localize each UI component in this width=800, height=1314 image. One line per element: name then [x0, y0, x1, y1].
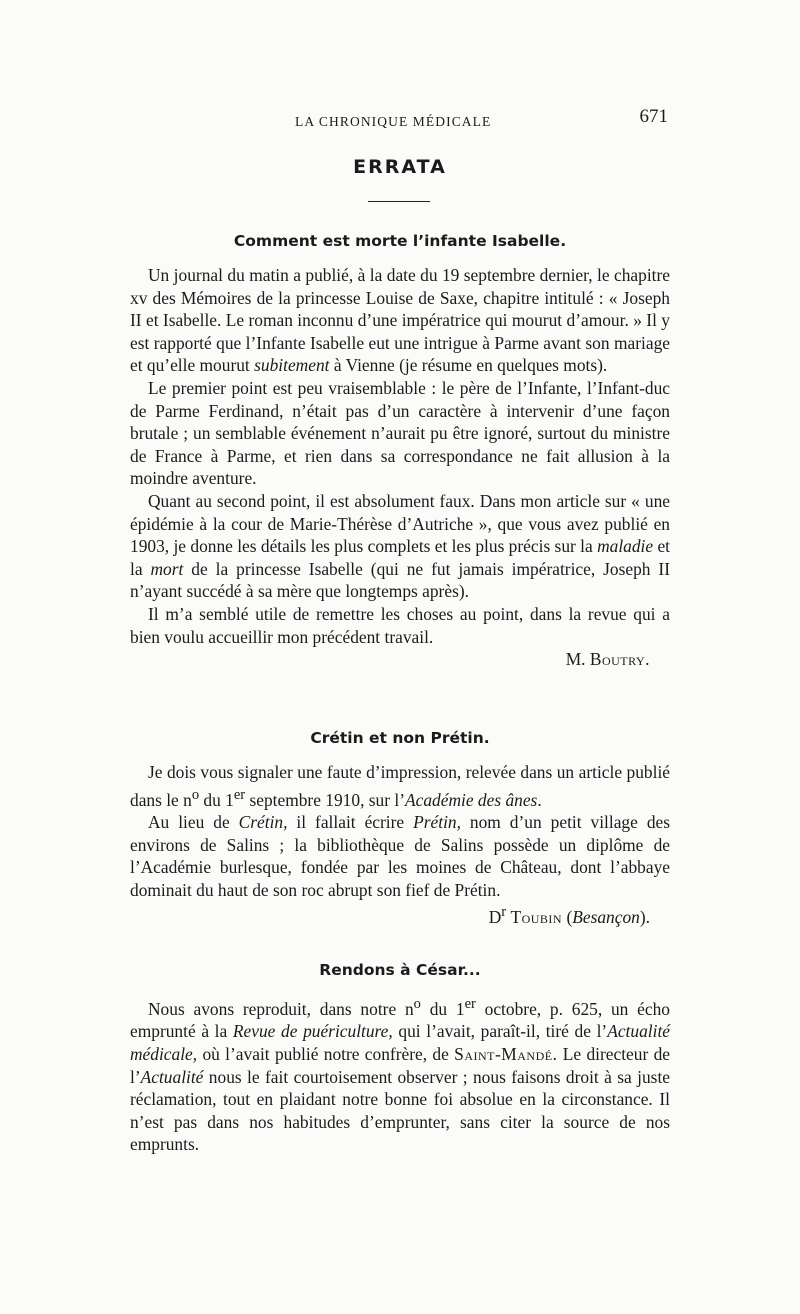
paragraph: Il m’a semblé utile de remettre les choses au point, dans la revue qui a bien voulu accueillir mon précédent travail. [130, 603, 670, 647]
text-run: D [488, 907, 502, 928]
section-heading: Crétin et non Prétin. [310, 729, 490, 747]
author-name: Boutry. [589, 649, 650, 670]
italic-run: maladie [597, 536, 654, 557]
text-run: du 1 [199, 789, 234, 810]
text-run: de la princesse Isabelle (qui ne fut jamais impératrice, Joseph II n’ayant succédé à sa mère que longtemps après). [130, 558, 671, 602]
section-rendons-a-cesar [130, 958, 670, 1156]
italic-run: subitement [254, 355, 330, 376]
author-signature [130, 901, 670, 928]
running-head: LA CHRONIQUE MÉDICALE [295, 114, 492, 129]
section-heading: Rendons à César... [319, 961, 481, 979]
author-signature [130, 648, 670, 671]
paragraph [130, 264, 670, 377]
text-run: où l’avait publié notre confrère, de [197, 1043, 455, 1064]
text-run: Un journal du matin a publié, à la date du 19 septembre dernier, le chapitre xv des Mémoires de la princesse Louise de Saxe, chapitre intitulé : « Joseph II et Isabelle. Le roman inconnu d’une impératrice qui mourut d’amour. » Il y est rapporté que l’Infante Isabelle eut une intrigue à Parme avant son mariage et qu’elle mourut [130, 265, 670, 376]
text-run: nous le fait courtoisement observer ; nous faisons droit à sa juste réclamation, tout en plaidant notre bonne foi absolue en la circonstance. Il n’est pas dans nos habitudes d’emprunter, sans citer la source de nos emprunts. [130, 1066, 670, 1155]
italic-run: Académie des ânes [405, 789, 538, 810]
paragraph [130, 993, 670, 1156]
text-run: Je dois vous signaler une faute d’impression, relevée dans un article publié dans le n [130, 762, 670, 810]
text-run: septembre 1910, sur l’ [245, 789, 405, 810]
text-run: nom d’un petit village des environs de Salins ; la bibliothèque de Salins possède un diplôme de l’Académie burlesque, fondée par les moines de Château, dont l’abbaye dominait du haut de son roc abrupt son fief de Prétin. [130, 811, 670, 900]
text-run: et la [130, 536, 670, 579]
section-heading: Comment est morte l’infante Isabelle. [233, 232, 567, 250]
paragraph: Le premier point est peu vraisemblable : le père de l’Infante, l’Infant-duc de Parme Ferdinand, n’était pas d’un caractère à intervenir d’une façon brutale ; un semblable événement n’aurait pu être ignoré, surtout du ministre de France à Parme, et rien dans sa correspondance ne fait allusion à la moindre aventure. [130, 377, 670, 489]
italic-run: Actualité [140, 1066, 204, 1087]
text-run: ). [639, 907, 650, 928]
text-run: Quant au second point, il est absolument faux. Dans mon article sur « une épidémie à la cour de Marie-Thérèse d’Autriche », que vous avez publié en 1903, je donne les détails les plus complets et les plus précis sur la [130, 490, 670, 557]
paragraph [130, 811, 670, 901]
page-number: 671 [639, 106, 668, 127]
text-run: Le directeur de l’ [130, 1043, 670, 1087]
section-cretin-pretin [130, 726, 670, 929]
text-run: ( [562, 907, 573, 928]
superscript: er [464, 996, 476, 1012]
paragraph [130, 490, 670, 603]
paragraph [130, 761, 670, 811]
text-run: Au lieu de [148, 811, 239, 832]
text-run: à Vienne (je résume en quelques mots). [329, 355, 608, 376]
superscript: o [191, 786, 200, 803]
text-run: M. [565, 649, 590, 670]
italic-run: Besançon [572, 907, 640, 928]
section-infante-isabelle [130, 229, 670, 671]
text-run: Nous avons reproduit, dans notre n [148, 998, 414, 1019]
superscript: er [233, 786, 246, 803]
page-header [130, 104, 670, 134]
italic-run: Revue de puériculture, [232, 1021, 393, 1042]
italic-run: mort [150, 558, 184, 579]
errata-title: ERRATA [353, 156, 447, 178]
superscript: o [413, 996, 421, 1012]
italic-run: Crétin, [238, 811, 288, 832]
italic-run: Actualité médicale, [130, 1021, 670, 1064]
text-run: qui l’avait, paraît-il, tiré de l’ [392, 1021, 608, 1042]
small-caps-run: Saint-Mandé. [454, 1043, 558, 1064]
text-run: il fallait écrire [287, 811, 414, 832]
text-run: du 1 [420, 998, 465, 1019]
author-name: Toubin [510, 907, 563, 928]
italic-run: Prétin, [413, 811, 461, 832]
superscript: r [501, 904, 507, 921]
title-rule [368, 201, 430, 202]
text-run: octobre, p. 625, un écho emprunté à la [130, 998, 670, 1042]
text-run: . [537, 789, 542, 810]
